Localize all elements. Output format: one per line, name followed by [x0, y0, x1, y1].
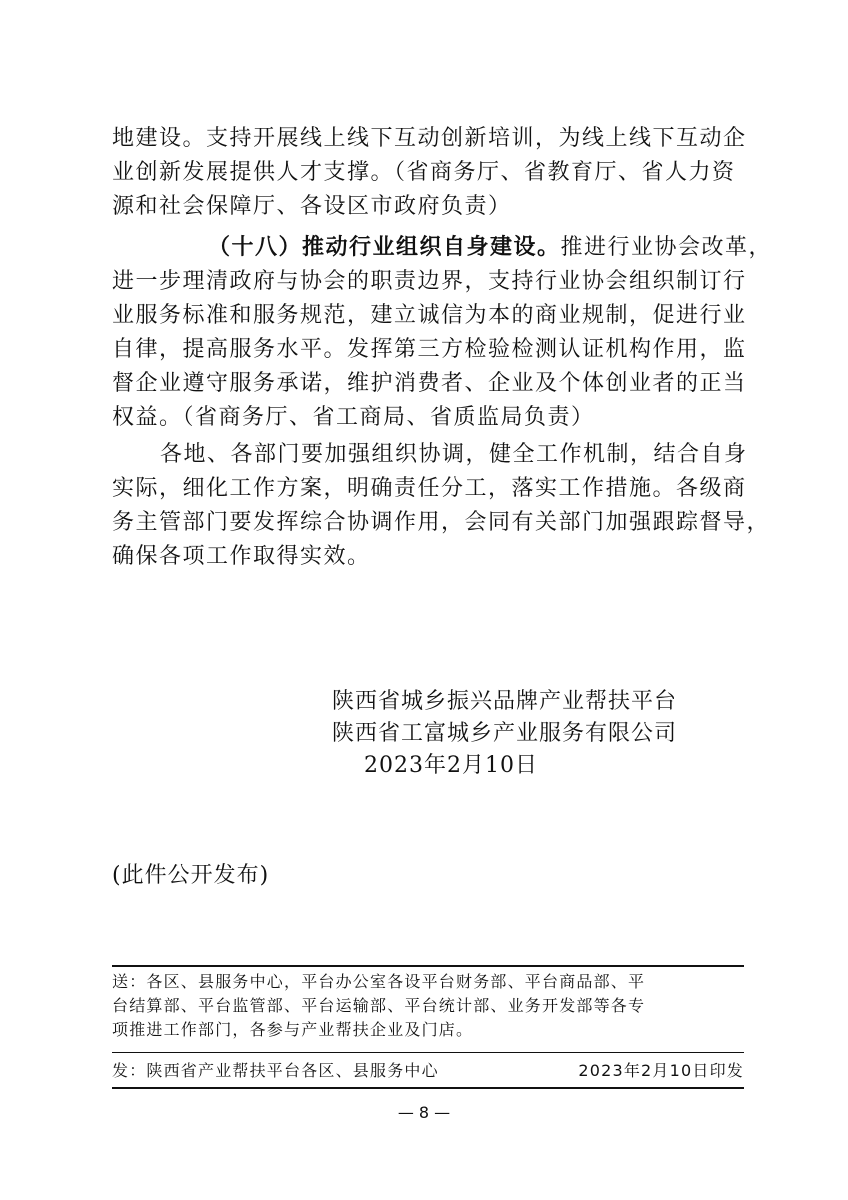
text-line: 进一步理清政府与协会的职责边界，支持行业协会组织制订行: [112, 269, 747, 294]
text-line: 权益。（省商务厅、省工商局、省质监局负责）: [112, 405, 595, 430]
paragraph-closing: [112, 438, 771, 574]
issue-row: [112, 1058, 744, 1081]
text-line: 源和社会保障厅、各设区市政府负责）: [112, 194, 512, 219]
text-line: 务主管部门要发挥综合协调作用，会同有关部门加强跟踪督导，: [112, 510, 771, 535]
issuer-text: 发：陕西省产业帮扶平台各区、县服务中心: [112, 1061, 439, 1080]
top-divider: [112, 965, 744, 967]
distribution-list: [112, 970, 744, 1042]
text-line: 督企业遵守服务承诺，维护消费者、企业及个体创业者的正当: [112, 371, 747, 396]
signature-org-1: 陕西省城乡振兴品牌产业帮扶平台: [332, 689, 678, 714]
distribution-line: 项推进工作部门，各参与产业帮扶企业及门店。: [112, 1020, 474, 1039]
text-line: 业创新发展提供人才支撑。（省商务厅、省教育厅、省人力资: [112, 160, 736, 185]
text-line: 地建设。支持开展线上线下互动创新培训，为线上线下互动企: [112, 126, 747, 151]
paragraph-industry-organization: [112, 230, 773, 435]
text-line: 实际，细化工作方案，明确责任分工，落实工作措施。各级商: [112, 476, 747, 501]
text-fragment: 推进行业协会改革，: [560, 235, 773, 260]
text-line-heading: [112, 230, 773, 265]
issue-date: 2023年2月10日印发: [578, 1061, 744, 1080]
distribution-line: 台结算部、平台监管部、平台运输部、平台统计部、业务开发部等各专: [112, 996, 646, 1015]
distribution-line: 送：各区、县服务中心，平台办公室各设平台财务部、平台商品部、平: [112, 972, 646, 991]
signature-date: 2023年2月10日: [364, 753, 538, 778]
bottom-divider: [112, 1087, 744, 1089]
text-line: 确保各项工作取得实效。: [112, 544, 371, 569]
paragraph-training: [112, 122, 747, 224]
public-release-note: (此件公开发布): [112, 863, 270, 888]
page-number: — 8 —: [397, 1103, 451, 1122]
signature-block: [112, 686, 744, 782]
text-line: 各地、各部门要加强组织协调，健全工作机制，结合自身: [160, 442, 748, 467]
text-line: 业服务标准和服务规范，建立诚信为本的商业规制，促进行业: [112, 303, 747, 328]
signature-org-2: 陕西省工富城乡产业服务有限公司: [332, 721, 678, 746]
text-line: 自律，提高服务水平。发挥第三方检验检测认证机构作用，监: [112, 337, 747, 362]
middle-divider: [112, 1052, 744, 1053]
section-heading: （十八）推动行业组织自身建设。: [208, 234, 561, 260]
